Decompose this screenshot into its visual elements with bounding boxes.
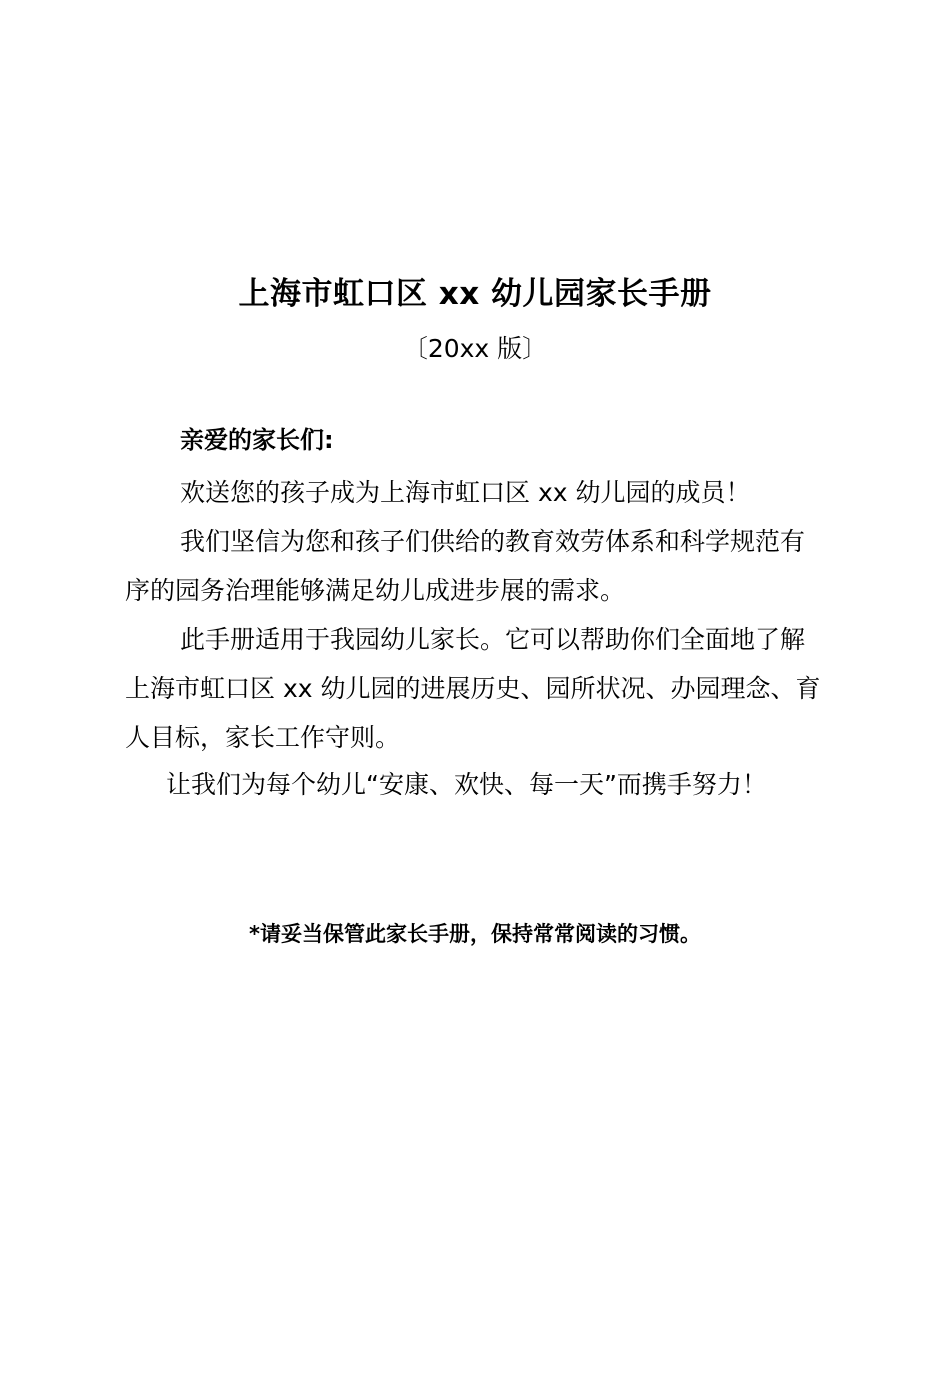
body-text xyxy=(125,468,825,762)
storage-note: *请妥当保管此家长手册，保持常常阅读的习惯。 xyxy=(249,922,701,946)
paragraph-purpose: 此手册适用于我园幼儿家长。它可以帮助你们全面地了解上海市虹口区 xx 幼儿园的进展历史、园所状况、办园理念、育人目标，家长工作守则。 xyxy=(125,625,821,752)
document-edition: 〔20xx 版〕 xyxy=(402,334,548,363)
salutation: 亲爱的家长们: xyxy=(180,426,334,454)
closing-line: 让我们为每个幼儿“安康、欢快、每一天”而携手努力！ xyxy=(166,770,767,799)
paragraph-belief: 我们坚信为您和孩子们供给的教育效劳体系和科学规范有序的园务治理能够满足幼儿成进步展的需求。 xyxy=(125,527,806,605)
document-title: 上海市虹口区 xx 幼儿园家长手册 xyxy=(238,276,712,312)
paragraph-welcome: 欢送您的孩子成为上海市虹口区 xx 幼儿园的成员！ xyxy=(180,478,751,507)
